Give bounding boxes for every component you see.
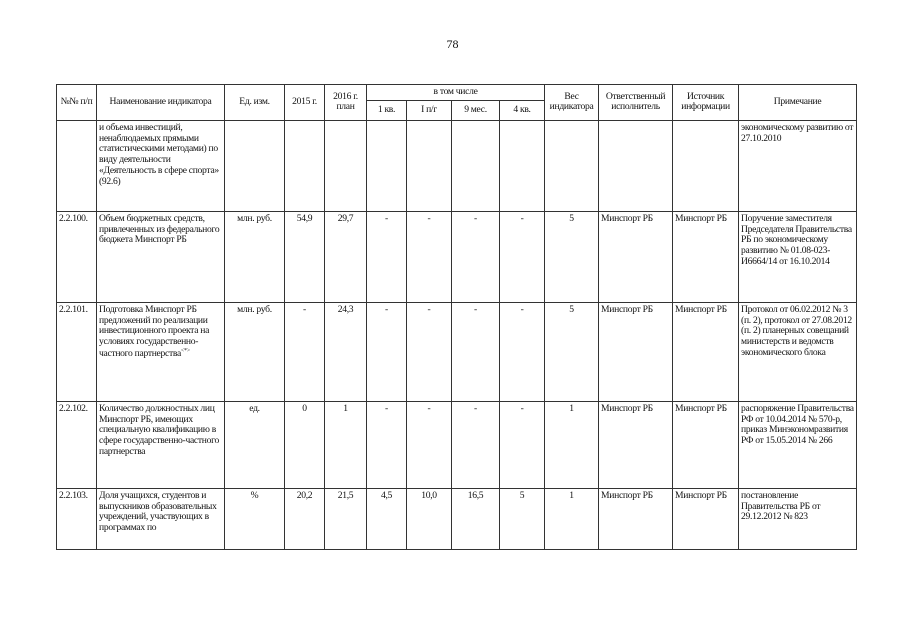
cell-source: Минспорт РБ bbox=[673, 488, 739, 549]
cell-unit: % bbox=[225, 488, 285, 549]
cell-2015: - bbox=[285, 302, 325, 401]
cell-name: и объема инвестиций, ненаблюдаемых прямыми статистическими методами) по виду деятельности «Деятельность в сфере спорта» (92.6) bbox=[97, 120, 225, 211]
cell-q1: - bbox=[367, 302, 407, 401]
cell-9m: - bbox=[452, 401, 500, 488]
table-row bbox=[57, 120, 857, 211]
cell-note: распоряжение Правительства РФ от 10.04.2014 № 570-р, приказ Минэкономразвития РФ от 15.05.2014 № 266 bbox=[739, 401, 857, 488]
cell-responsible: Минспорт РБ bbox=[599, 401, 673, 488]
header-note: Примечание bbox=[739, 85, 857, 121]
cell-q4: - bbox=[500, 302, 545, 401]
cell-q1: 4,5 bbox=[367, 488, 407, 549]
cell-q4: 5 bbox=[500, 488, 545, 549]
header-name: Наименование индикатора bbox=[97, 85, 225, 121]
cell-h1: - bbox=[407, 401, 452, 488]
page-number: 78 bbox=[446, 37, 459, 51]
cell-note: постановление Правительства РБ от 29.12.2012 № 823 bbox=[739, 488, 857, 549]
cell-responsible bbox=[599, 120, 673, 211]
cell-2016 bbox=[325, 120, 367, 211]
cell-2015: 20,2 bbox=[285, 488, 325, 549]
cell-weight bbox=[545, 120, 599, 211]
cell-h1: - bbox=[407, 302, 452, 401]
header-source: Источник информации bbox=[673, 85, 739, 121]
cell-num: 2.2.102. bbox=[57, 401, 97, 488]
cell-h1: 10,0 bbox=[407, 488, 452, 549]
header-num: №№ п/п bbox=[57, 85, 97, 121]
cell-source bbox=[673, 120, 739, 211]
cell-9m: - bbox=[452, 302, 500, 401]
cell-source: Минспорт РБ bbox=[673, 401, 739, 488]
table-row bbox=[57, 488, 857, 549]
table-row bbox=[57, 302, 857, 401]
cell-unit: млн. руб. bbox=[225, 211, 285, 302]
cell-source: Минспорт РБ bbox=[673, 302, 739, 401]
cell-name: Доля учащихся, студентов и выпускников образовательных учреждений, участвующих в программах по bbox=[97, 488, 225, 549]
cell-weight: 1 bbox=[545, 488, 599, 549]
cell-unit bbox=[225, 120, 285, 211]
header-q1: 1 кв. bbox=[367, 100, 407, 120]
cell-q4: - bbox=[500, 211, 545, 302]
header-responsible: Ответственный исполнитель bbox=[599, 85, 673, 121]
cell-2015 bbox=[285, 120, 325, 211]
cell-unit: ед. bbox=[225, 401, 285, 488]
cell-note: Поручение заместителя Председателя Правительства РБ по экономическому развитию № 01.08-023-И6664/14 от 16.10.2014 bbox=[739, 211, 857, 302]
cell-2016: 29,7 bbox=[325, 211, 367, 302]
cell-source: Минспорт РБ bbox=[673, 211, 739, 302]
cell-2015: 54,9 bbox=[285, 211, 325, 302]
cell-weight: 1 bbox=[545, 401, 599, 488]
cell-9m: - bbox=[452, 211, 500, 302]
cell-2016: 24,3 bbox=[325, 302, 367, 401]
cell-2015: 0 bbox=[285, 401, 325, 488]
header-q4: 4 кв. bbox=[500, 100, 545, 120]
cell-name: Объем бюджетных средств, привлеченных из федерального бюджета Минспорт РБ bbox=[97, 211, 225, 302]
cell-note: экономическому развитию от 27.10.2010 bbox=[739, 120, 857, 211]
cell-h1: - bbox=[407, 211, 452, 302]
cell-weight: 5 bbox=[545, 302, 599, 401]
cell-q4 bbox=[500, 120, 545, 211]
header-2015: 2015 г. bbox=[285, 85, 325, 121]
cell-2016: 21,5 bbox=[325, 488, 367, 549]
cell-num: 2.2.101. bbox=[57, 302, 97, 401]
header-h1: I п/г bbox=[407, 100, 452, 120]
cell-note: Протокол от 06.02.2012 № 3 (п. 2), протокол от 27.08.2012 (п. 2) планерных совещаний министерств и ведомств экономического блока bbox=[739, 302, 857, 401]
header-unit: Ед. изм. bbox=[225, 85, 285, 121]
cell-responsible: Минспорт РБ bbox=[599, 302, 673, 401]
header-2016-plan: 2016 г. план bbox=[325, 85, 367, 121]
cell-q1 bbox=[367, 120, 407, 211]
header-9m: 9 мес. bbox=[452, 100, 500, 120]
cell-num: 2.2.103. bbox=[57, 488, 97, 549]
indicators-table bbox=[56, 84, 857, 550]
table-row bbox=[57, 401, 857, 488]
table-row bbox=[57, 211, 857, 302]
cell-2016: 1 bbox=[325, 401, 367, 488]
cell-q1: - bbox=[367, 401, 407, 488]
cell-weight: 5 bbox=[545, 211, 599, 302]
cell-name: Количество должностных лиц Минспорт РБ, имеющих специальную квалификацию в сфере государственно-частного партнерства bbox=[97, 401, 225, 488]
cell-name bbox=[97, 302, 225, 401]
cell-responsible: Минспорт РБ bbox=[599, 488, 673, 549]
footnote-ref: <*> bbox=[180, 348, 190, 355]
cell-q1: - bbox=[367, 211, 407, 302]
cell-num bbox=[57, 120, 97, 211]
cell-h1 bbox=[407, 120, 452, 211]
cell-9m bbox=[452, 120, 500, 211]
cell-name-text: Подготовка Минспорт РБ предложений по реализации инвестиционного проекта на условиях государственно-частного партнерства bbox=[99, 303, 210, 360]
header-row bbox=[57, 85, 857, 101]
cell-unit: млн. руб. bbox=[225, 302, 285, 401]
cell-9m: 16,5 bbox=[452, 488, 500, 549]
cell-responsible: Минспорт РБ bbox=[599, 211, 673, 302]
header-weight: Вес индикатора bbox=[545, 85, 599, 121]
cell-q4: - bbox=[500, 401, 545, 488]
header-including: в том числе bbox=[367, 85, 545, 101]
cell-num: 2.2.100. bbox=[57, 211, 97, 302]
